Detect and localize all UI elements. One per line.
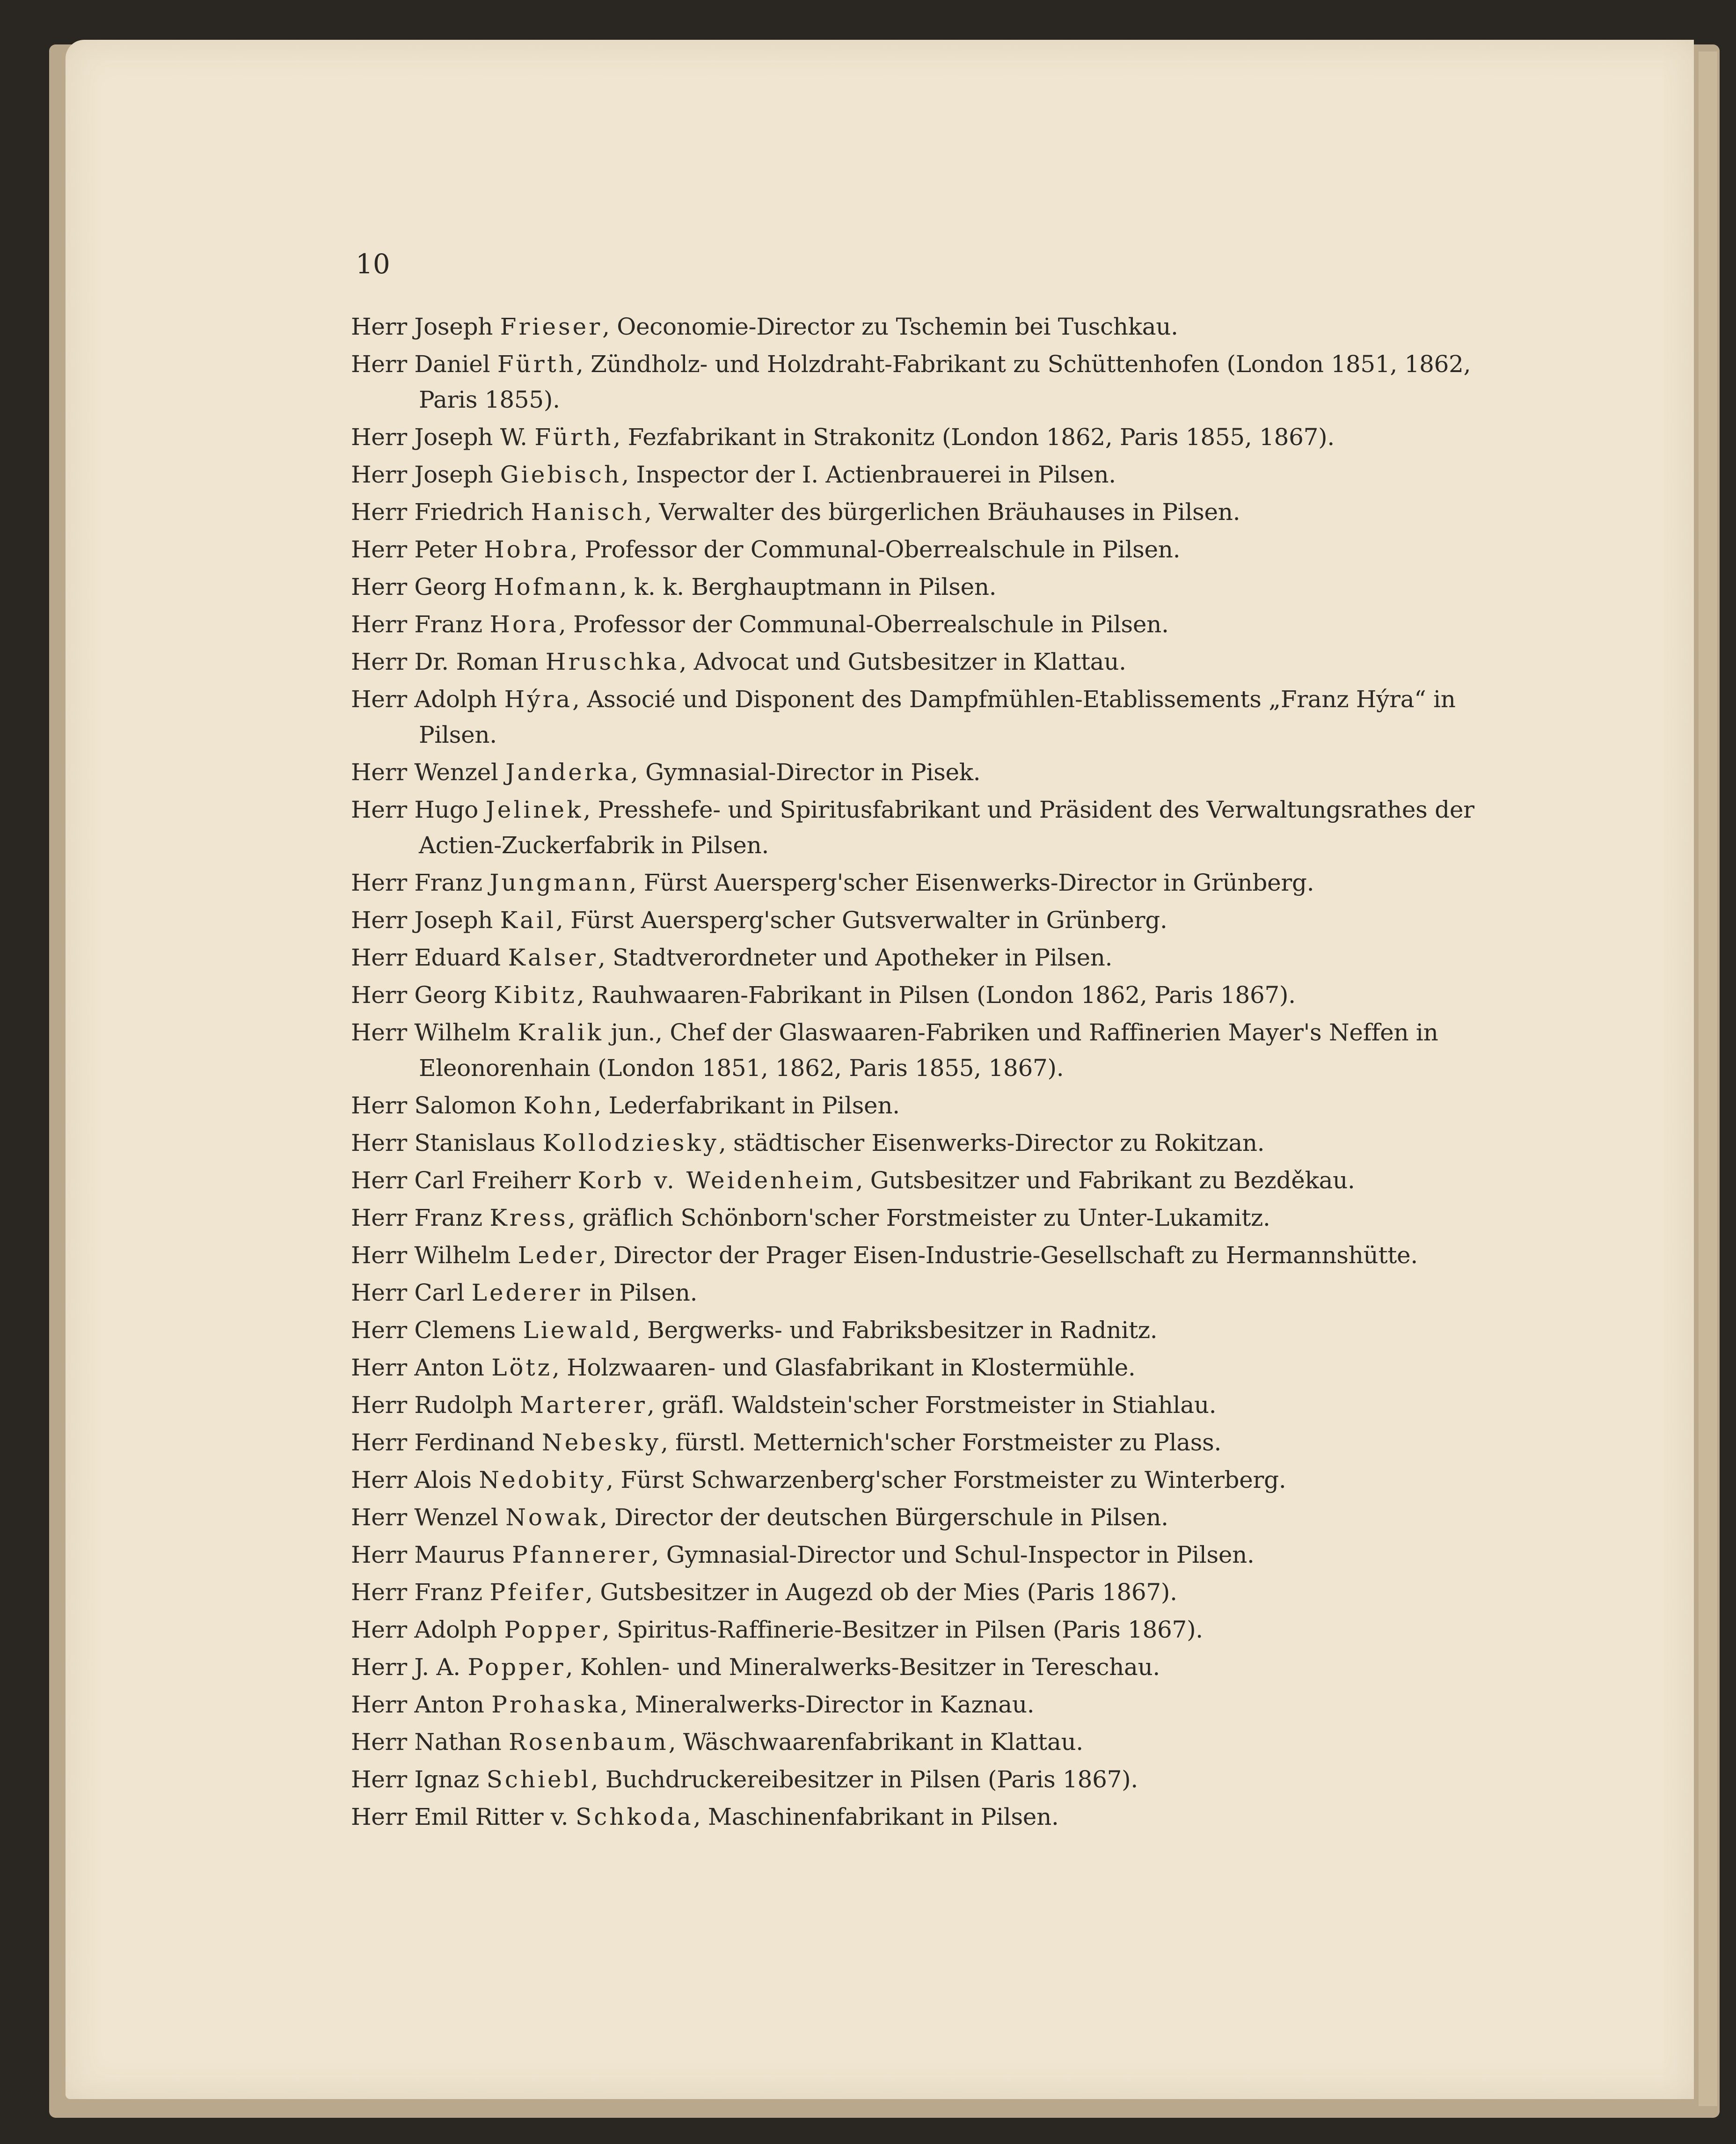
entry-prefix: Herr <box>351 611 407 638</box>
entry-surname: Popper <box>504 1616 602 1643</box>
entry-given-name: Wilhelm <box>414 1242 511 1269</box>
entry-surname: Marterer <box>520 1391 648 1419</box>
member-entry <box>351 1015 1488 1086</box>
entry-description: , Associé und Disponent des Dampfmühlen-Etablissements „Franz Hýra“ in Pilsen. <box>419 686 1456 748</box>
entry-given-name: Georg <box>414 573 487 600</box>
member-entry <box>351 1088 1488 1123</box>
member-entry <box>351 1724 1488 1760</box>
entry-description: , Director der Prager Eisen-Industrie-Gesellschaft zu Hermannshütte. <box>598 1242 1418 1269</box>
entry-prefix: Herr <box>351 536 407 563</box>
entry-prefix: Herr <box>351 686 407 713</box>
entry-given-name: Clemens <box>414 1317 516 1344</box>
entry-given-name: Ignaz <box>414 1766 480 1793</box>
entry-prefix: Herr <box>351 1129 407 1156</box>
entry-given-name: J. A. <box>414 1654 460 1681</box>
entry-surname: Fürth <box>534 424 613 451</box>
entry-prefix: Herr <box>351 1092 407 1119</box>
entry-description: , Oeconomie-Director zu Tschemin bei Tuschkau. <box>602 313 1178 340</box>
entry-given-name: Ferdinand <box>414 1429 535 1456</box>
entry-prefix: Herr <box>351 1691 407 1718</box>
entry-description: , Wäschwaarenfabrikant in Klattau. <box>668 1728 1083 1756</box>
entry-given-name: Carl Freiherr <box>414 1167 571 1194</box>
entry-description: , Gymnasial-Director in Pisek. <box>630 759 981 786</box>
entry-description: , Bergwerks- und Fabriksbesitzer in Radnitz. <box>632 1317 1158 1344</box>
entry-prefix: Herr <box>351 907 407 934</box>
entry-surname: Kralik <box>518 1019 604 1046</box>
member-entry <box>351 977 1488 1013</box>
entry-surname: Pfeifer <box>489 1579 586 1606</box>
entry-surname: Prohaska <box>491 1691 620 1718</box>
entry-given-name: Joseph <box>414 907 493 934</box>
entry-description: , Kohlen- und Mineralwerks-Besitzer in Tereschau. <box>565 1654 1160 1681</box>
entry-description: , Fürst Auersperg'scher Gutsverwalter in Grünberg. <box>555 907 1167 934</box>
member-entry <box>351 792 1488 863</box>
entry-description: , Buchdruckereibesitzer in Pilsen (Paris 1867). <box>591 1766 1138 1793</box>
entry-given-name: Dr. Roman <box>414 648 539 675</box>
entry-given-name: Hugo <box>414 796 479 823</box>
entry-description: , fürstl. Metternich'scher Forstmeister zu Plass. <box>661 1429 1222 1456</box>
entry-prefix: Herr <box>351 944 407 971</box>
entry-given-name: Carl <box>414 1279 465 1306</box>
entry-description: , Verwalter des bürgerlichen Bräuhauses in Pilsen. <box>644 498 1240 526</box>
member-entry <box>351 1612 1488 1647</box>
member-entry <box>351 1237 1488 1273</box>
entry-prefix: Herr <box>351 1579 407 1606</box>
entry-description: , Maschinenfabrikant in Pilsen. <box>693 1803 1059 1830</box>
member-entry <box>351 1799 1488 1835</box>
entry-prefix: Herr <box>351 1429 407 1456</box>
entry-prefix: Herr <box>351 1242 407 1269</box>
entry-surname: Liewald <box>523 1317 633 1344</box>
entry-description: , Holzwaaren- und Glasfabrikant in Klostermühle. <box>552 1354 1136 1381</box>
entry-description: , k. k. Berghauptmann in Pilsen. <box>619 573 997 600</box>
entry-prefix: Herr <box>351 424 407 451</box>
entry-given-name: Stanislaus <box>414 1129 536 1156</box>
entry-description: , Lederfabrikant in Pilsen. <box>594 1092 900 1119</box>
member-entry <box>351 1163 1488 1198</box>
member-entry <box>351 940 1488 975</box>
entry-description: , gräflich Schönborn'scher Forstmeister zu Unter-Lukamitz. <box>568 1204 1270 1231</box>
entry-description: , Zündholz- und Holzdraht-Fabrikant zu Schüttenhofen (London 1851, 1862, Paris 1855). <box>419 351 1471 413</box>
entry-surname: Hruschka <box>545 648 679 675</box>
entry-given-name: Franz <box>414 869 482 896</box>
entry-surname: Pfannerer <box>512 1541 652 1568</box>
entry-description: , Mineralwerks-Director in Kaznau. <box>620 1691 1035 1718</box>
entry-prefix: Herr <box>351 351 407 378</box>
entry-surname: Kollodziesky <box>542 1129 719 1156</box>
entry-surname: Giebisch <box>500 461 622 488</box>
entry-surname: Hobra <box>484 536 570 563</box>
member-entry <box>351 1762 1488 1797</box>
member-entry <box>351 1350 1488 1385</box>
entry-description: , Fezfabrikant in Strakonitz (London 1862, Paris 1855, 1867). <box>613 424 1335 451</box>
entry-surname: Popper <box>467 1654 566 1681</box>
member-entry <box>351 1537 1488 1573</box>
member-entry <box>351 419 1488 455</box>
entry-surname: Nowak <box>505 1504 600 1531</box>
member-entry <box>351 532 1488 567</box>
entry-prefix: Herr <box>351 1803 407 1830</box>
entry-prefix: Herr <box>351 1654 407 1681</box>
entry-description: , Spiritus-Raffinerie-Besitzer in Pilsen (Paris 1867). <box>602 1616 1203 1643</box>
entry-surname: Kress <box>489 1204 568 1231</box>
member-entry <box>351 1500 1488 1535</box>
entry-surname: Nedobity <box>479 1466 606 1493</box>
entry-description: , Presshefe- und Spiritusfabrikant und Präsident des Verwaltungsrathes der Actien-Zuckerfabrik in Pilsen. <box>419 796 1474 859</box>
entry-given-name: Peter <box>414 536 477 563</box>
entry-given-name: Eduard <box>414 944 501 971</box>
member-entry <box>351 346 1488 417</box>
entry-surname: Schkoda <box>576 1803 693 1830</box>
entry-prefix: Herr <box>351 1354 407 1381</box>
entry-prefix: Herr <box>351 1616 407 1643</box>
entry-surname: Janderka <box>505 759 631 786</box>
entry-given-name: Wilhelm <box>414 1019 511 1046</box>
entry-surname: Rosenbaum <box>509 1728 669 1756</box>
entry-prefix: Herr <box>351 313 407 340</box>
entry-surname: Kibitz <box>494 981 577 1009</box>
member-entry <box>351 1312 1488 1348</box>
entry-given-name: Joseph <box>414 313 493 340</box>
member-entry <box>351 902 1488 938</box>
entry-description: , Gutsbesitzer und Fabrikant zu Bezděkau. <box>855 1167 1355 1194</box>
entry-given-name: Anton <box>414 1691 484 1718</box>
entry-given-name: Anton <box>414 1354 484 1381</box>
entry-prefix: Herr <box>351 1317 407 1344</box>
entry-prefix: Herr <box>351 1466 407 1493</box>
entry-given-name: Georg <box>414 981 487 1009</box>
entry-prefix: Herr <box>351 461 407 488</box>
entry-prefix: Herr <box>351 1391 407 1419</box>
entry-prefix: Herr <box>351 573 407 600</box>
member-entry <box>351 1462 1488 1498</box>
entry-prefix: Herr <box>351 759 407 786</box>
entry-surname: Hora <box>489 611 559 638</box>
entry-given-name: Nathan <box>414 1728 502 1756</box>
page-edge <box>1699 51 1717 2106</box>
member-entry <box>351 1687 1488 1722</box>
entry-surname: Korb v. Weidenheim <box>577 1167 856 1194</box>
member-entry <box>351 754 1488 790</box>
entry-surname: Hanisch <box>531 498 645 526</box>
entry-prefix: Herr <box>351 1204 407 1231</box>
member-entry <box>351 1649 1488 1685</box>
entry-surname: Kalser <box>508 944 598 971</box>
entry-surname: Jelinek <box>485 796 584 823</box>
entry-surname: Lötz <box>491 1354 552 1381</box>
entry-description: jun., Chef der Glaswaaren-Fabriken und Raffinerien Mayer's Neffen in Eleonorenhain (London 1851, 1862, Paris 1855, 1867). <box>419 1019 1438 1082</box>
member-entry <box>351 1574 1488 1610</box>
entry-prefix: Herr <box>351 1504 407 1531</box>
entry-description: , Fürst Schwarzenberg'scher Forstmeister zu Winterberg. <box>606 1466 1286 1493</box>
entry-given-name: Maurus <box>414 1541 505 1568</box>
entry-prefix: Herr <box>351 648 407 675</box>
member-entry <box>351 1125 1488 1161</box>
entry-given-name: Daniel <box>414 351 490 378</box>
member-entry <box>351 607 1488 642</box>
entry-given-name: Adolph <box>414 1616 497 1643</box>
entry-description: , gräfl. Waldstein'scher Forstmeister in Stiahlau. <box>647 1391 1217 1419</box>
entry-given-name: Franz <box>414 611 482 638</box>
entry-description: , Gymnasial-Director und Schul-Inspector in Pilsen. <box>651 1541 1255 1568</box>
entry-surname: Leder <box>518 1242 599 1269</box>
entry-prefix: Herr <box>351 1766 407 1793</box>
entry-surname: Schiebl <box>486 1766 591 1793</box>
entry-description: , Inspector der I. Actienbrauerei in Pilsen. <box>621 461 1116 488</box>
member-entry <box>351 457 1488 492</box>
entry-surname: Fürth <box>497 351 576 378</box>
entry-prefix: Herr <box>351 1541 407 1568</box>
entry-description: , städtischer Eisenwerks-Director zu Rokitzan. <box>719 1129 1265 1156</box>
member-entry <box>351 644 1488 680</box>
entry-description: , Professor der Communal-Oberrealschule in Pilsen. <box>558 611 1169 638</box>
entry-given-name: Wenzel <box>414 759 498 786</box>
entry-description: , Rauhwaaren-Fabrikant in Pilsen (London 1862, Paris 1867). <box>576 981 1296 1009</box>
entry-prefix: Herr <box>351 1728 407 1756</box>
entry-description: , Professor der Communal-Oberrealschule in Pilsen. <box>570 536 1181 563</box>
entry-given-name: Adolph <box>414 686 497 713</box>
entry-prefix: Herr <box>351 498 407 526</box>
entry-given-name: Alois <box>414 1466 472 1493</box>
entry-surname: Lederer <box>471 1279 583 1306</box>
entry-prefix: Herr <box>351 1279 407 1306</box>
entry-description: , Advocat und Gutsbesitzer in Klattau. <box>679 648 1126 675</box>
entry-surname: Kohn <box>523 1092 594 1119</box>
entry-prefix: Herr <box>351 1019 407 1046</box>
entry-description: , Director der deutschen Bürgerschule in Pilsen. <box>599 1504 1168 1531</box>
entry-prefix: Herr <box>351 981 407 1009</box>
member-entry <box>351 1387 1488 1423</box>
entry-surname: Hofmann <box>494 573 620 600</box>
entry-given-name: Joseph W. <box>414 424 527 451</box>
entry-surname: Nebesky <box>541 1429 661 1456</box>
entry-surname: Frieser <box>500 313 603 340</box>
entry-prefix: Herr <box>351 796 407 823</box>
entry-description: , Gutsbesitzer in Augezd ob der Mies (Paris 1867). <box>585 1579 1177 1606</box>
entry-given-name: Salomon <box>414 1092 517 1119</box>
member-entry <box>351 865 1488 900</box>
entry-given-name: Franz <box>414 1579 482 1606</box>
entry-surname: Hýra <box>504 686 573 713</box>
entry-surname: Jungmann <box>489 869 629 896</box>
entry-surname: Kail <box>500 907 556 934</box>
entry-given-name: Emil Ritter v. <box>414 1803 569 1830</box>
entry-prefix: Herr <box>351 1167 407 1194</box>
entry-description: , Stadtverordneter und Apotheker in Pilsen. <box>598 944 1113 971</box>
member-entry <box>351 1425 1488 1460</box>
member-entry <box>351 1275 1488 1310</box>
entry-given-name: Joseph <box>414 461 493 488</box>
entry-given-name: Friedrich <box>414 498 524 526</box>
member-list <box>351 309 1488 1837</box>
page-number: 10 <box>356 248 390 280</box>
entry-given-name: Rudolph <box>414 1391 513 1419</box>
entry-description: in Pilsen. <box>582 1279 698 1306</box>
member-entry <box>351 494 1488 530</box>
member-entry <box>351 681 1488 753</box>
member-entry <box>351 309 1488 344</box>
entry-description: , Fürst Auersperg'scher Eisenwerks-Director in Grünberg. <box>629 869 1314 896</box>
member-entry <box>351 569 1488 605</box>
entry-given-name: Wenzel <box>414 1504 498 1531</box>
entry-given-name: Franz <box>414 1204 482 1231</box>
entry-prefix: Herr <box>351 869 407 896</box>
member-entry <box>351 1200 1488 1236</box>
